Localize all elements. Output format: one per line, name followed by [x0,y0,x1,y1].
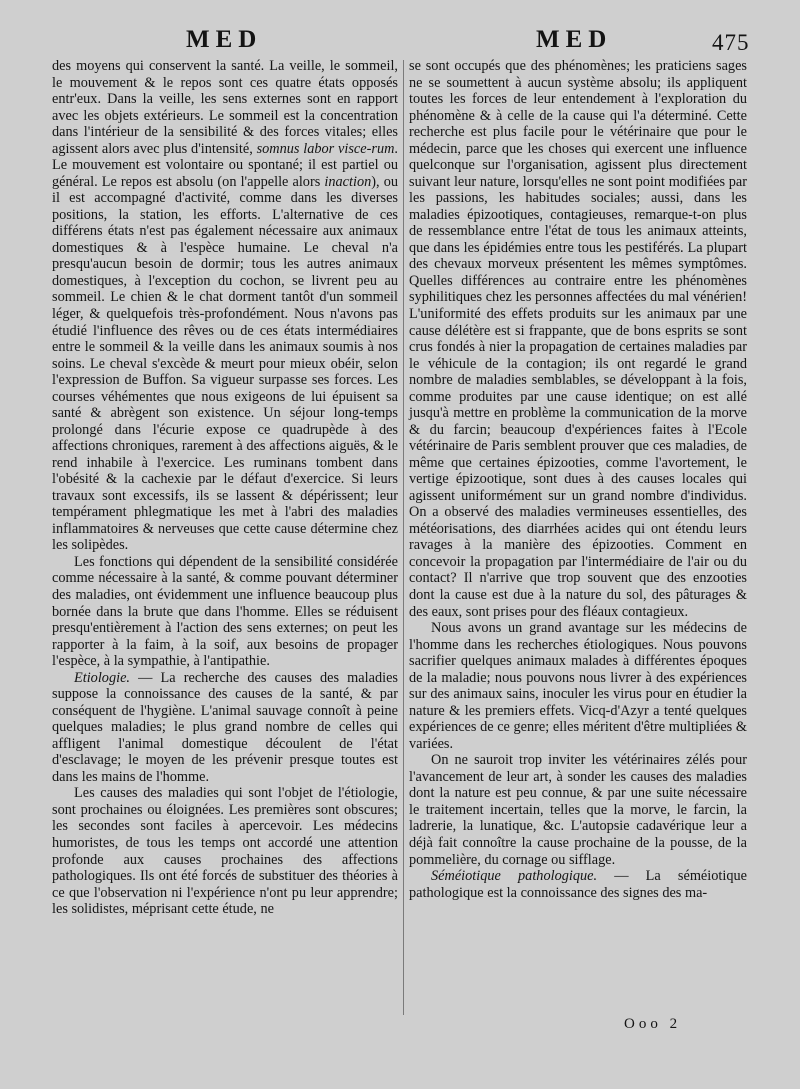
section-title-semeiotique: Séméiotique pathologique. [431,868,598,885]
paragraph-invitation: On ne sauroit trop inviter les vétérinaires zélés pour l'avancement de leur art, à sonder les causes des maladies dont la nature est peu connue, & par une suite nécessaire le traitement incertain, telles que la morve, le farcin, la ladrerie, la lunatique, &c. L'autopsie cadavérique leur a déjà fait connoître la cause prochaine de la pousse, de la pommelière, du cornage ou sifflage. [409,752,747,868]
running-head-left: MED [186,26,263,53]
page-number: 475 [712,30,750,55]
paragraph-sensibility: Les fonctions qui dépendent de la sensibilité considérée comme nécessaire à la santé, & comme pouvant déterminer des maladies, ont évidemment une influence beaucoup plus bornée dans la brute que dans l'homme. Elles se réduisent presqu'entièrement à l'action des sens externes; on peut les rapporter à la faim, à la soif, aux besoins de propager l'espèce, à la sympathie, à l'antipathie. [52,553,398,670]
paragraph-advantage: Nous avons un grand avantage sur les médecins de l'homme dans les recherches étiologiques. Nous pouvons sacrifier quelques animaux malades à différentes époques de la maladie; nous pouvons nous livrer à des expériences sur des animaux sains, inoculer les virus pour en étudier la nature & les premiers effets. Vicq-d'Azyr a tenté quelques expériences de ce genre; elles méritent d'être multipliées & variées. [409,620,747,752]
paragraph-semeiotique: Séméiotique pathologique. — La séméiotique pathologique est la connoissance des signes des ma- [409,868,747,901]
paragraph-etiologie: Etiologie. — La recherche des causes des maladies suppose la connoissance des causes de la santé, & par conséquent de l'hygiène. L'animal sauvage connoît à peine quelques maladies; le plus grand nombre de celles qui affligent l'animal domestique découlent de l'état d'esclavage; le moyen de les prévenir presque toutes est dans les mains de l'homme. [52,669,398,785]
section-title-etiologie: Etiologie. [74,669,130,686]
right-column [409,58,747,901]
left-column [52,58,398,918]
signature-mark: Ooo 2 [624,1016,682,1032]
paragraph-phenomena: se sont occupés que des phénomènes; les praticiens sages ne se soumettent à aucun système absolu; ils appliquent toutes les forces de leur entendement à l'exploration du phénomène & à celle de la cause qui l'a déterminé. Cette recherche est plus facile pour le vétérinaire que pour le médecin, parce que les choses qui exercent une influence quelconque sur l'organisation, agissent plus directement suivant leur nature, lorsqu'elles ne sont point modifiées par les passions, les habitudes sociales; aussi, dans les maladies épizootiques, contagieuses, remarque-t-on plus de ressemblance entre l'état de tous les animaux atteints, que dans les épidémies entre tous les pestiférés. La plupart des chevaux morveux présentent les mêmes symptômes. Quelles différences au contraire entre les phénomènes syphilitiques chez les personnes affectées du mal vénérien! L'uniformité des effets produits sur les animaux par une cause délétère est si frappante, que de bons esprits se sont crus fondés à nier la propagation de certaines maladies par le véhicule de la contagion; ils ont regardé le grand nombre de maladies semblables, se développant à la fois, comme produites par une cause identique; on est allé jusqu'à mettre en problème la communication de la morve & du farcin; beaucoup d'expériences faites à l'Ecole vétérinaire de Paris semblent prouver que ces maladies, de même que certaines épizooties, comme l'avortement, le vertige épizootique, sont dues à des causes locales qui agissent uniformément sur un grand nombre d'individus. On a observé des maladies vermineuses essentielles, des météorisations, des diarrhées acides qui ont étendu leurs ravages à la manière des épizooties. Comment en concevoir la propagation par l'intermédiaire de l'air ou du contact? Il n'arrive que trop souvent que des enzooties dont la cause est due à la nature du sol, des pâturages & des eaux, sont prises pour des fléaux contagieux. [409,58,747,620]
paragraph-causes: Les causes des maladies qui sont l'objet de l'étiologie, sont prochaines ou éloignées. Les premières sont obscures; les secondes sont faciles à apercevoir. Les médecins humoristes, de tous les temps ont accordé une attention profonde aux causes prochaines des affections pathologiques. Ils ont été forcés de substituer des théories à ce que l'observation ni l'expérience n'ont pu leur apprendre; les solidistes, méprisant cette étude, ne [52,785,398,918]
latin-quote: somnus labor visce-rum [256,140,395,157]
paragraph-sleep: des moyens qui conservent la santé. La veille, le sommeil, le mouvement & le repos sont ces quatre états opposés entr'eux. Dans la veille, les sens externes sont en rapport avec les objets extérieurs. Le sommeil est la concentration dans l'intérieur de la sensibilité & des forces vitales; elles agissent alors avec plus d'intensité, somnus labor visce-rum. Le mouvement est volontaire ou spontané; il est partiel ou général. Le repos est absolu (on l'appelle alors inaction), ou il est accompagné d'activité, comme dans les diverses positions, la station, les efforts. L'alternative de ces différens états n'est pas également nécessaire aux animaux domestiques & à l'espèce humaine. Le cheval n'a presqu'aucun besoin de dormir; tous les autres animaux domestiques, à l'exception du cochon, se livrent peu au sommeil. Le chien & le chat dorment tantôt d'un sommeil léger, & quelquefois très-profondément. Nous n'avons pas étudié l'influence des rêves ou de ces états intermédiaires entre le sommeil & la veille dans les animaux soumis à nos soins. Le cheval s'excède & meurt pour mieux obéir, selon l'expression de Buffon. Sa vigueur surpasse ses forces. Les courses véhémentes que nous exigeons de lui épuisent sa santé & abrègent son existence. Un séjour long-temps prolongé dans l'écurie expose ce quadrupède à des affections chroniques, rarement à des affections aiguës, & le rend inhabile à l'exercice. Les ruminans tombent dans l'obésité & la cachexie par le défaut d'exercice. Si leurs travaux sont excessifs, ils se lassent & dépérissent; leur tempérament phlegmatique les met à l'abri des maladies inflammatoires & nerveuses que cette cause détermine chez les solipèdes. [52,58,398,554]
running-head-right: MED [536,26,613,53]
term-inaction: inaction [324,173,372,190]
column-divider [403,60,404,1015]
